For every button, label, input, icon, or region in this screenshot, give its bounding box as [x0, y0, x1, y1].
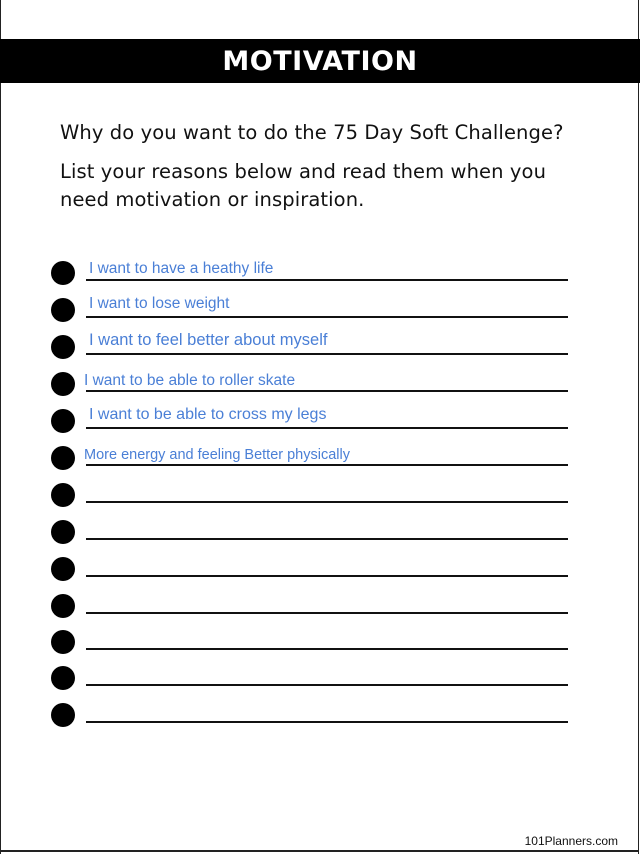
reason-row[interactable]	[0, 331, 640, 361]
reason-text[interactable]: I want to be able to cross my legs	[89, 406, 327, 423]
reason-row[interactable]	[0, 699, 640, 729]
instructions-text: List your reasons below and read them when you need motivation or inspiration.	[60, 160, 547, 211]
reason-text[interactable]: More energy and feeling Better physically	[84, 447, 350, 463]
reason-row[interactable]	[0, 442, 640, 472]
reason-row[interactable]	[0, 626, 640, 656]
writing-line	[86, 612, 568, 614]
bullet-dot-icon	[51, 261, 75, 285]
bullet-dot-icon	[51, 666, 75, 690]
bullet-dot-icon	[51, 483, 75, 507]
bullet-dot-icon	[51, 335, 75, 359]
bullet-dot-icon	[51, 372, 75, 396]
bullet-dot-icon	[51, 703, 75, 727]
reason-text[interactable]: I want to lose weight	[89, 295, 230, 312]
writing-line	[86, 390, 568, 392]
reason-row[interactable]	[0, 516, 640, 546]
reason-text[interactable]: I want to feel better about myself	[89, 331, 328, 349]
bullet-dot-icon	[51, 630, 75, 654]
writing-line	[86, 464, 568, 466]
bullet-dot-icon	[51, 520, 75, 544]
writing-line	[86, 684, 568, 686]
reason-row[interactable]	[0, 662, 640, 692]
bullet-dot-icon	[51, 557, 75, 581]
reason-row[interactable]	[0, 405, 640, 435]
writing-line	[86, 648, 568, 650]
writing-line	[86, 353, 568, 355]
writing-line	[86, 721, 568, 723]
reason-text[interactable]: I want to have a heathy life	[89, 260, 274, 277]
bullet-dot-icon	[51, 409, 75, 433]
reason-row[interactable]	[0, 590, 640, 620]
reason-row[interactable]	[0, 479, 640, 509]
writing-line	[86, 316, 568, 318]
writing-line	[86, 538, 568, 540]
writing-line	[86, 575, 568, 577]
writing-line	[86, 501, 568, 503]
reason-text[interactable]: I want to be able to roller skate	[84, 372, 296, 389]
reason-row[interactable]	[0, 257, 640, 287]
reason-row[interactable]	[0, 553, 640, 583]
bullet-dot-icon	[51, 446, 75, 470]
page-title: MOTIVATION	[222, 45, 418, 77]
bullet-dot-icon	[51, 594, 75, 618]
bullet-dot-icon	[51, 298, 75, 322]
question-text: Why do you want to do the 75 Day Soft Challenge?	[60, 121, 564, 144]
writing-line	[86, 279, 568, 281]
reason-row[interactable]	[0, 368, 640, 398]
reason-row[interactable]	[0, 294, 640, 324]
writing-line	[86, 427, 568, 429]
footer-brand: 101Planners.com	[524, 834, 618, 848]
